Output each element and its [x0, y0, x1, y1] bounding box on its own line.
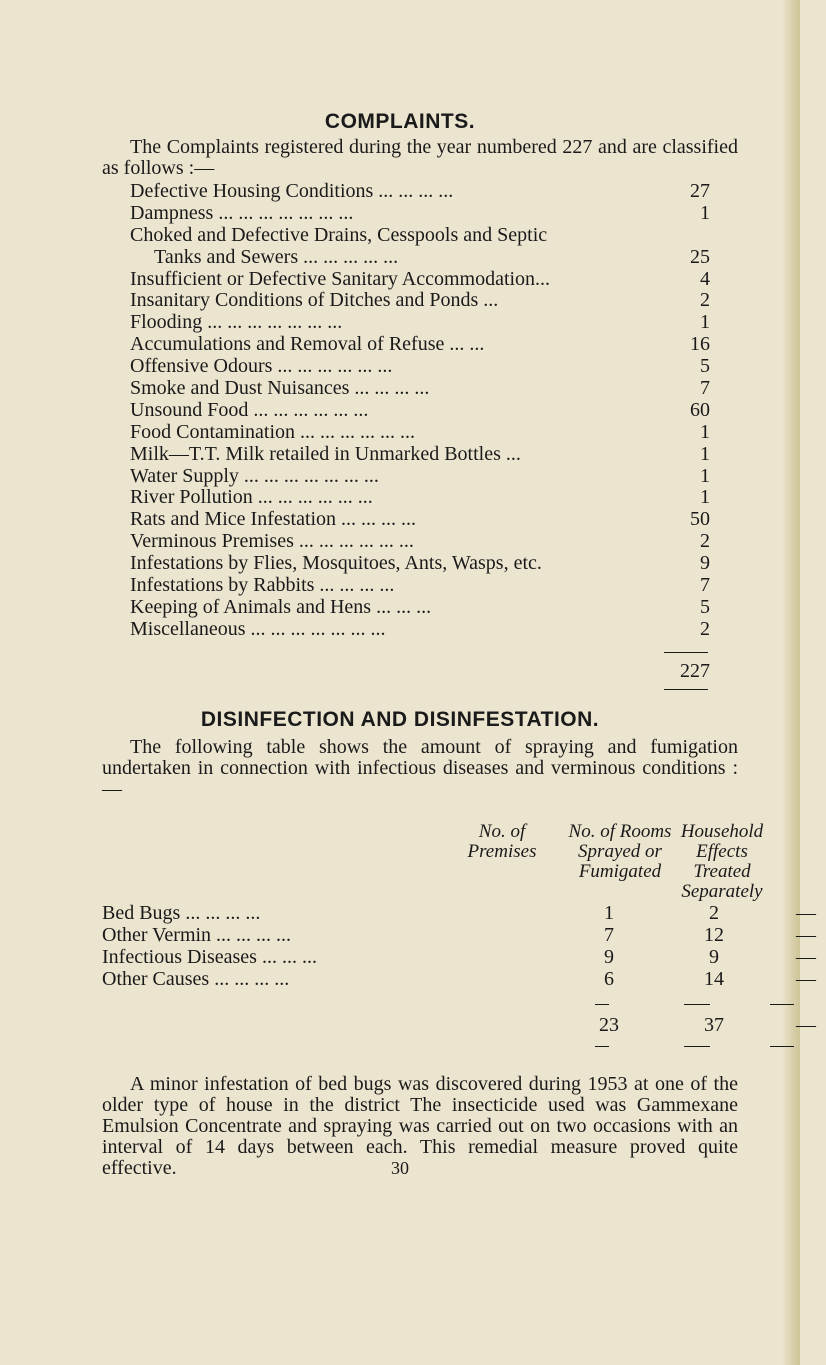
- complaint-count: 1: [700, 464, 710, 487]
- total-household: —: [796, 1014, 816, 1036]
- complaint-count: 1: [700, 201, 710, 224]
- table-row: [102, 968, 816, 990]
- cell-rooms: 12: [704, 924, 724, 946]
- table-row: [102, 924, 816, 946]
- column-rule: [684, 1046, 710, 1047]
- complaint-label: Keeping of Animals and Hens ... ... ...: [130, 595, 432, 618]
- list-item: [130, 202, 710, 224]
- complaint-count: 60: [690, 398, 710, 421]
- complaint-count: 4: [700, 267, 710, 290]
- cell-rooms: 2: [709, 902, 719, 924]
- list-item: [130, 465, 710, 487]
- list-item: [130, 355, 710, 377]
- cell-premises: 7: [604, 924, 614, 946]
- complaint-label: Offensive Odours ... ... ... ... ... ...: [130, 355, 393, 378]
- complaint-label: Milk—T.T. Milk retailed in Unmarked Bottles ...: [130, 442, 521, 465]
- complaint-label: River Pollution ... ... ... ... ... ...: [130, 486, 373, 509]
- column-rule: [770, 1004, 794, 1005]
- list-item: [130, 421, 710, 443]
- column-rule: [770, 1046, 794, 1047]
- complaints-intro: The Complaints registered during the year numbered 227 and are classified as follows :—: [102, 136, 738, 179]
- total-rule-top: [664, 652, 708, 653]
- list-item: [130, 311, 710, 333]
- table-row: [102, 946, 816, 968]
- table-row: [102, 902, 816, 924]
- list-item: [130, 443, 710, 465]
- complaint-label: Dampness ... ... ... ... ... ... ...: [130, 201, 354, 224]
- complaint-count: 27: [690, 180, 710, 202]
- complaint-count: 2: [700, 289, 710, 312]
- cell-household: —: [796, 902, 816, 924]
- complaint-label: Smoke and Dust Nuisances ... ... ... ...: [130, 377, 430, 400]
- complaint-count: 2: [700, 530, 710, 553]
- complaint-label: Defective Housing Conditions ... ... ... ...: [130, 180, 454, 202]
- complaint-count: 2: [700, 617, 710, 640]
- complaint-label: Verminous Premises ... ... ... ... ... ...: [130, 530, 414, 553]
- cell-premises: 1: [604, 902, 614, 924]
- complaint-count: 1: [700, 486, 710, 509]
- cell-rooms: 9: [709, 946, 719, 968]
- total-premises: 23: [599, 1014, 619, 1036]
- column-header-premises: No. of Premises: [467, 821, 537, 862]
- complaint-count: 9: [700, 552, 710, 575]
- complaint-count: 50: [690, 508, 710, 531]
- cell-household: —: [796, 968, 816, 990]
- list-item: [130, 289, 710, 311]
- complaint-label: Miscellaneous ... ... ... ... ... ... ...: [130, 617, 386, 640]
- list-item: [130, 333, 710, 355]
- complaint-label: Tanks and Sewers ... ... ... ... ...: [154, 245, 399, 268]
- complaint-label: Insanitary Conditions of Ditches and Ponds ...: [130, 289, 499, 312]
- complaints-heading: COMPLAINTS.: [324, 110, 476, 133]
- list-item: [130, 224, 710, 246]
- complaint-label: Accumulations and Removal of Refuse ... ...: [130, 333, 485, 356]
- complaint-count: 1: [700, 311, 710, 334]
- list-item: [130, 596, 710, 618]
- cell-household: —: [796, 924, 816, 946]
- complaint-count: 16: [690, 333, 710, 356]
- cell-rooms: 14: [704, 968, 724, 990]
- disinfestation-note: A minor infestation of bed bugs was discovered during 1953 at one of the older type of house in the district The insecticide used was Gammexane Emulsion Concentrate and spraying was carried out on two occasions with an interval of 14 days between each. This remedial measure proved quite effective.: [102, 1073, 738, 1179]
- list-item: [130, 552, 710, 574]
- complaints-list: [130, 180, 710, 640]
- column-header-household: Household Effects Treated Separately: [680, 821, 764, 902]
- row-label: Infectious Diseases ... ... ...: [102, 946, 317, 968]
- disinfection-intro: The following table shows the amount of spraying and fumigation undertaken in connection with infectious diseases and verminous conditions :—: [102, 736, 738, 800]
- list-item: [130, 486, 710, 508]
- column-rule: [595, 1046, 609, 1047]
- cell-premises: 9: [604, 946, 614, 968]
- page-number: 30: [391, 1158, 409, 1178]
- row-label: Other Causes ... ... ... ...: [102, 968, 290, 990]
- complaint-label: Infestations by Flies, Mosquitoes, Ants, Wasps, etc.: [130, 552, 542, 575]
- list-item: [130, 180, 710, 202]
- list-item: [130, 574, 710, 596]
- complaint-count: 25: [690, 245, 710, 268]
- list-item: [130, 268, 710, 290]
- list-item: [130, 246, 710, 268]
- column-rule: [595, 1004, 609, 1005]
- complaint-label: Insufficient or Defective Sanitary Accommodation...: [130, 267, 551, 290]
- complaint-count: 1: [700, 442, 710, 465]
- complaint-count: 7: [700, 377, 710, 400]
- complaint-label: Unsound Food ... ... ... ... ... ...: [130, 398, 369, 421]
- complaint-count: 5: [700, 595, 710, 618]
- list-item: [130, 508, 710, 530]
- complaint-count: 5: [700, 355, 710, 378]
- list-item: [130, 618, 710, 640]
- row-label: Bed Bugs ... ... ... ...: [102, 902, 261, 924]
- cell-household: —: [796, 946, 816, 968]
- complaint-label: Infestations by Rabbits ... ... ... ...: [130, 574, 395, 597]
- complaint-label: Water Supply ... ... ... ... ... ... ...: [130, 464, 379, 487]
- list-item: [130, 399, 710, 421]
- column-rule: [684, 1004, 710, 1005]
- complaint-label: Rats and Mice Infestation ... ... ... ...: [130, 508, 417, 531]
- complaint-label: Choked and Defective Drains, Cesspools and Septic: [130, 223, 548, 246]
- row-label: Other Vermin ... ... ... ...: [102, 924, 292, 946]
- complaint-count: 7: [700, 574, 710, 597]
- total-rule-bottom: [664, 689, 708, 690]
- list-item: [130, 530, 710, 552]
- column-header-rooms: No. of Rooms Sprayed or Fumigated: [568, 821, 672, 882]
- complaint-count: 1: [700, 420, 710, 443]
- complaint-label: Flooding ... ... ... ... ... ... ...: [130, 311, 343, 334]
- table-totals-row: [102, 1014, 816, 1036]
- complaints-total: 227: [680, 660, 710, 682]
- cell-premises: 6: [604, 968, 614, 990]
- list-item: [130, 377, 710, 399]
- total-rooms: 37: [704, 1014, 724, 1036]
- disinfection-heading: DISINFECTION AND DISINFESTATION.: [200, 708, 600, 731]
- complaint-label: Food Contamination ... ... ... ... ... ...: [130, 420, 415, 443]
